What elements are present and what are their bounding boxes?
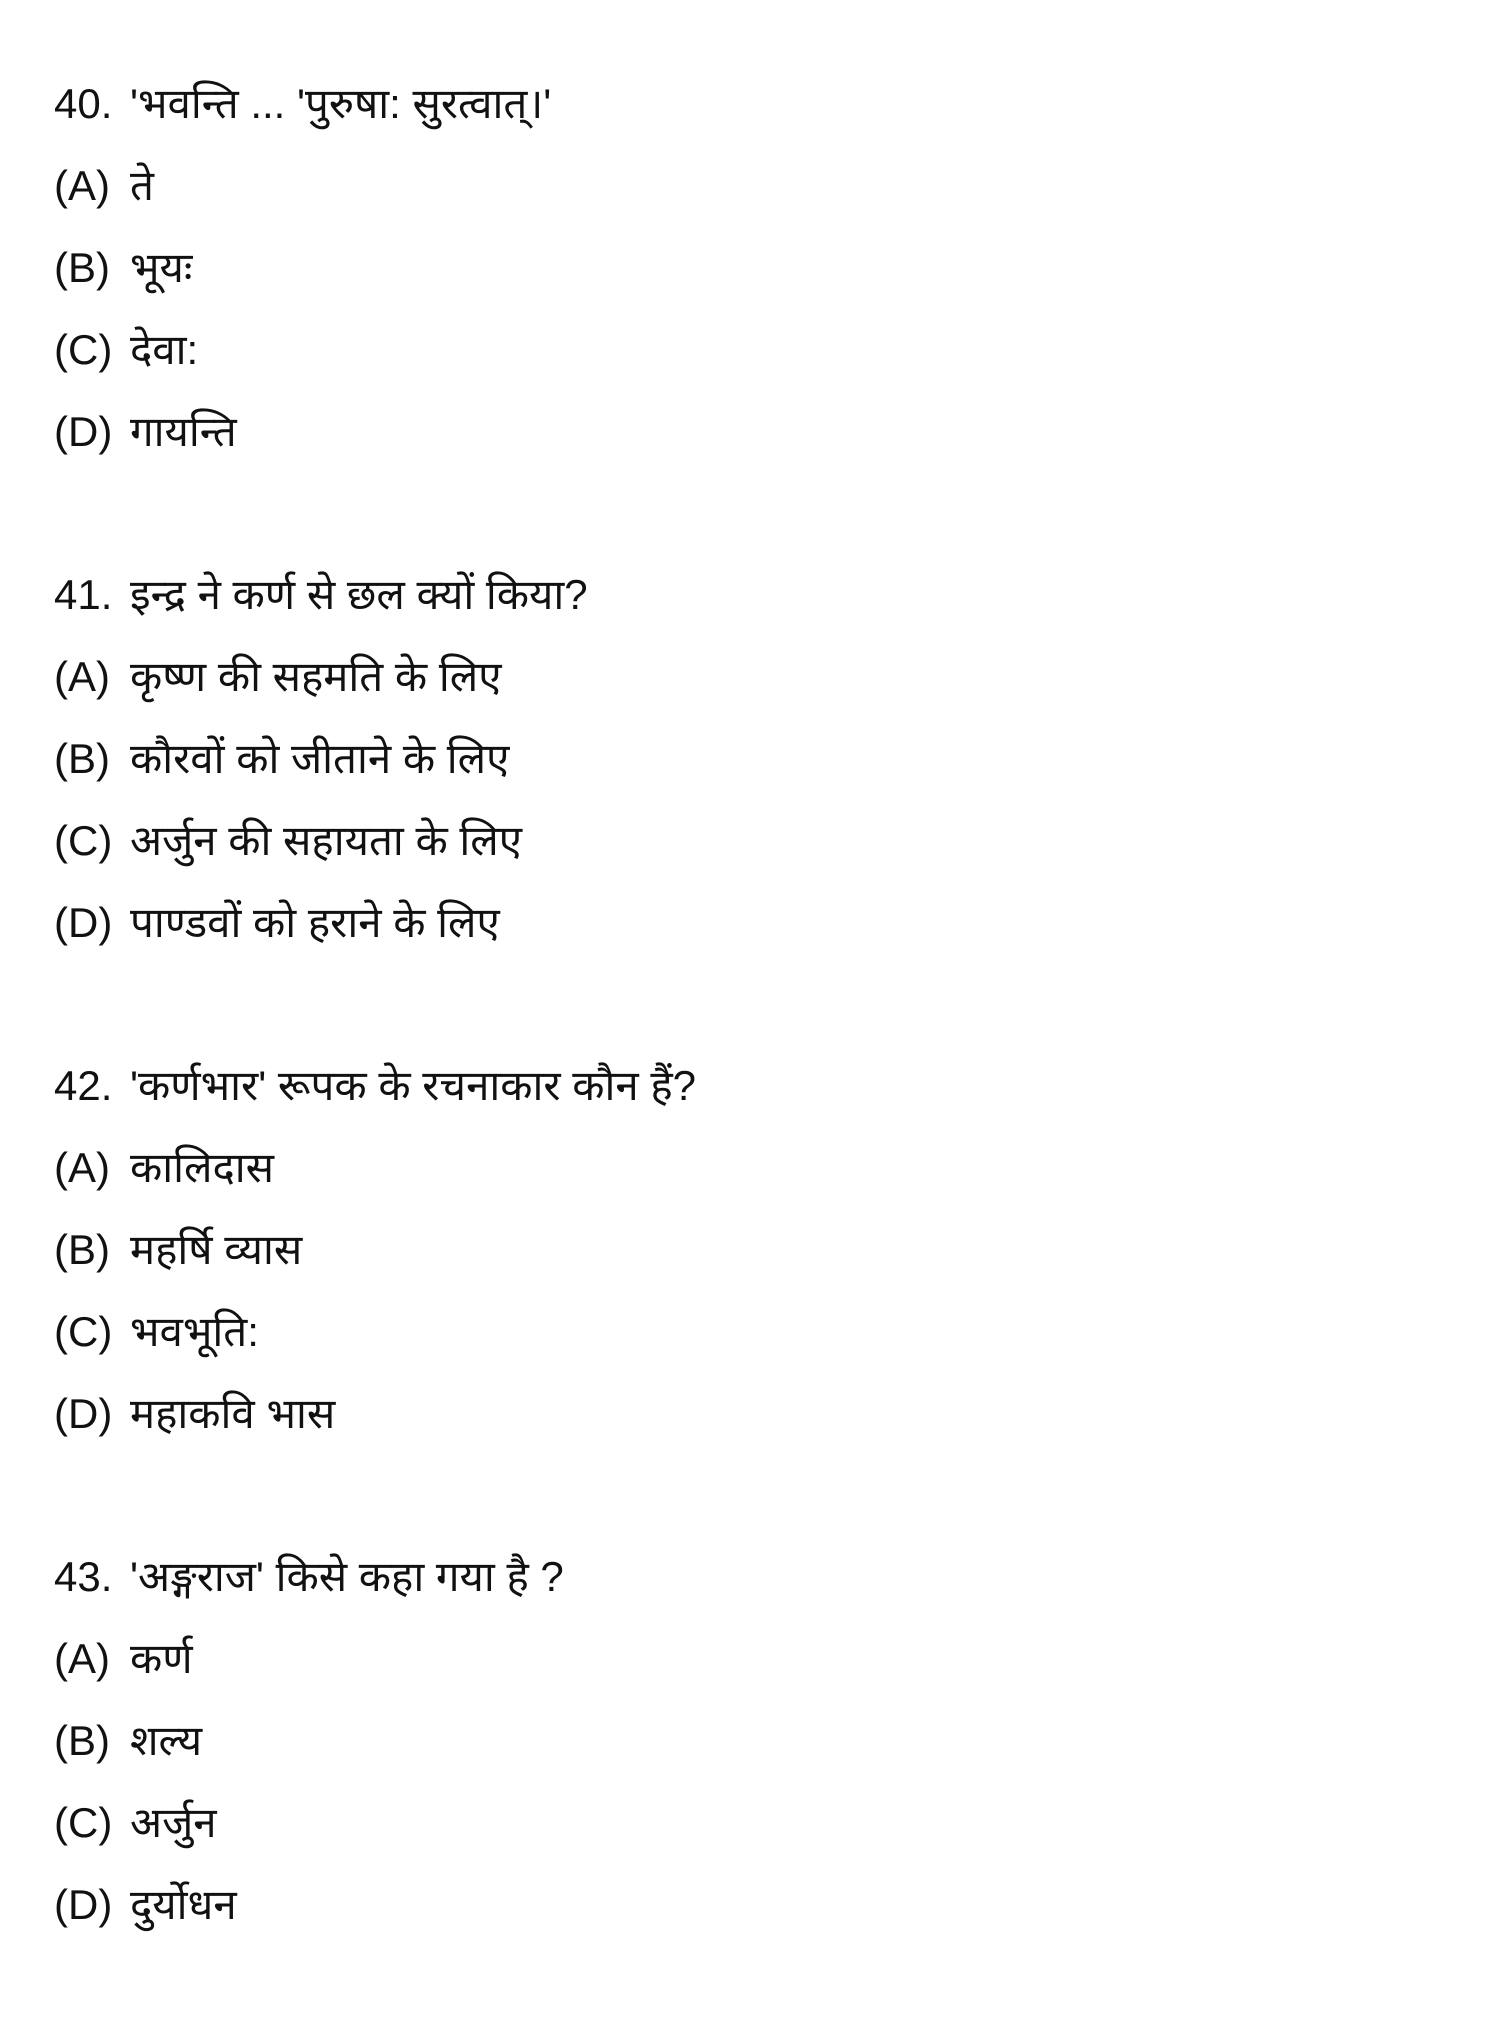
option-label: (D) xyxy=(54,408,113,455)
question-text: 'भवन्ति ... 'पुरुषा: सुरत्वात्।' xyxy=(130,80,552,127)
option-text: दुर्योधन xyxy=(130,1881,237,1928)
question-stem xyxy=(54,74,551,134)
question-number: 43. xyxy=(54,1553,113,1600)
option-text: अर्जुन xyxy=(130,1799,217,1846)
option-text: पाण्डवों को हराने के लिए xyxy=(130,899,500,946)
question-number: 40. xyxy=(54,80,113,127)
option-label: (C) xyxy=(54,326,113,373)
option-label: (D) xyxy=(54,1881,113,1928)
option-d[interactable] xyxy=(54,1384,335,1444)
option-text: कौरवों को जीताने के लिए xyxy=(130,735,510,782)
option-d[interactable] xyxy=(54,402,237,462)
option-c[interactable] xyxy=(54,1302,259,1362)
option-label: (B) xyxy=(54,244,110,291)
option-text: देवा: xyxy=(130,326,199,373)
option-label: (C) xyxy=(54,1799,113,1846)
option-label: (B) xyxy=(54,1717,110,1764)
question-stem xyxy=(54,565,588,625)
option-label: (C) xyxy=(54,817,113,864)
option-text: कृष्ण की सहमति के लिए xyxy=(130,653,502,700)
question-text: इन्द्र ने कर्ण से छल क्यों किया? xyxy=(130,571,588,618)
option-a[interactable] xyxy=(54,1138,274,1198)
option-c[interactable] xyxy=(54,811,522,871)
option-text: ते xyxy=(130,162,154,209)
option-text: कर्ण xyxy=(130,1635,193,1682)
option-label: (A) xyxy=(54,653,110,700)
option-label: (C) xyxy=(54,1308,113,1355)
option-a[interactable] xyxy=(54,1629,193,1689)
option-text: कालिदास xyxy=(130,1144,275,1191)
question-number: 42. xyxy=(54,1062,113,1109)
option-c[interactable] xyxy=(54,320,198,380)
option-text: अर्जुन की सहायता के लिए xyxy=(130,817,522,864)
option-label: (D) xyxy=(54,899,113,946)
option-b[interactable] xyxy=(54,1711,202,1771)
option-text: गायन्ति xyxy=(130,408,237,455)
question-stem xyxy=(54,1056,696,1116)
option-a[interactable] xyxy=(54,647,501,707)
option-text: महाकवि भास xyxy=(130,1390,336,1437)
option-a[interactable] xyxy=(54,156,154,216)
question-text: 'अङ्गराज' किसे कहा गया है ? xyxy=(130,1553,564,1600)
question-text: 'कर्णभार' रूपक के रचनाकार कौन हैं? xyxy=(130,1062,697,1109)
option-label: (B) xyxy=(54,735,110,782)
option-text: महर्षि व्यास xyxy=(130,1226,303,1273)
option-label: (D) xyxy=(54,1390,113,1437)
option-b[interactable] xyxy=(54,238,192,298)
option-text: शल्य xyxy=(130,1717,203,1764)
question-number: 41. xyxy=(54,571,113,618)
option-text: भवभूति: xyxy=(130,1308,259,1355)
option-label: (A) xyxy=(54,162,110,209)
option-text: भूयः xyxy=(130,244,193,291)
option-d[interactable] xyxy=(54,1875,237,1935)
option-b[interactable] xyxy=(54,1220,302,1280)
option-label: (B) xyxy=(54,1226,110,1273)
option-label: (A) xyxy=(54,1635,110,1682)
option-b[interactable] xyxy=(54,729,509,789)
option-c[interactable] xyxy=(54,1793,217,1853)
option-label: (A) xyxy=(54,1144,110,1191)
option-d[interactable] xyxy=(54,893,500,953)
question-stem xyxy=(54,1547,564,1607)
